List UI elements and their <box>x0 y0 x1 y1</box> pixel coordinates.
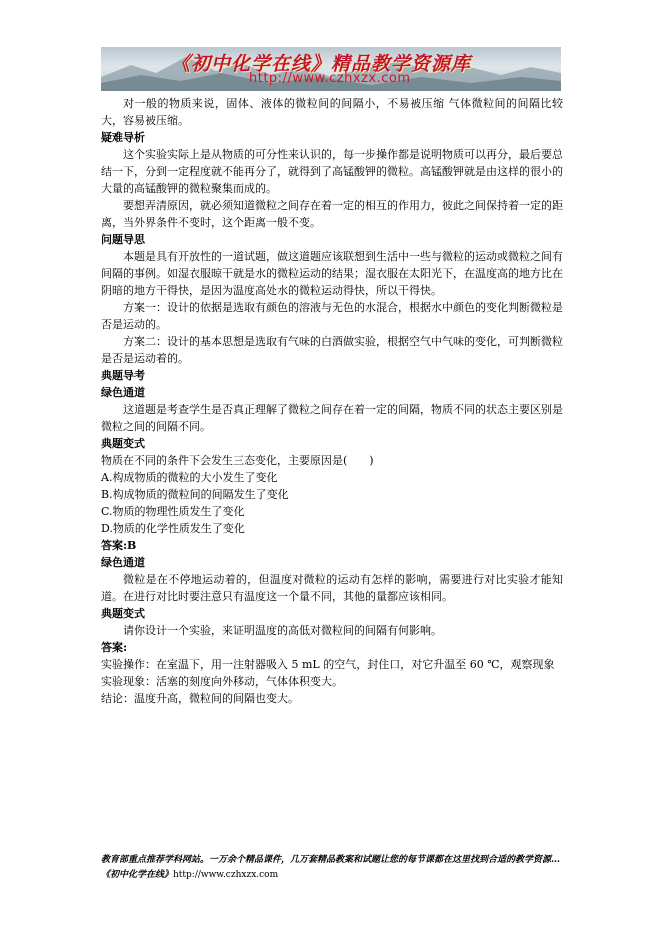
banner-url-link[interactable]: http://www.czhxzx.com <box>249 71 411 86</box>
paragraph: D.物质的化学性质发生了变化 <box>101 522 245 535</box>
paragraph: 方案二：设计的基本思想是选取有气味的白酒做实验，根据空气中气味的变化，可判断微粒是否是运动着的。 <box>101 335 563 365</box>
paragraph: A.构成物质的微粒的大小发生了变化 <box>101 471 278 484</box>
paragraph: 结论：温度升高，微粒间的间隔也变大。 <box>101 692 299 705</box>
footer-text: 教育部重点推荐学科网站。一万余个精品课件，几万套精品教案和试题让您的每节课都在这里找到合适的教学资源…《初中化学在线》 <box>101 855 561 880</box>
section-heading: 绿色通道 <box>101 556 145 569</box>
section-heading: 答案: <box>101 641 128 654</box>
paragraph: 要想弄清原因，就必须知道微粒之间存在着一定的相互的作用力，彼此之间保持着一定的距离，当外界条件不变时，这个距离一般不变。 <box>101 199 563 229</box>
paragraph: B.构成物质的微粒间的间隔发生了变化 <box>101 488 289 501</box>
paragraph: 实验操作：在室温下，用一注射器吸入 5 mL 的空气，封住口，对它升温至 60 ℃，观察现象 <box>101 658 555 671</box>
paragraph: 这个实验实际上是从物质的可分性来认识的，每一步操作都是说明物质可以再分，最后要总结一下，分到一定程度就不能再分了，就得到了高锰酸钾的微粒。高锰酸钾就是由这样的很小的大量的高锰酸钾的微粒聚集而成的。 <box>101 148 563 195</box>
section-heading: 典题导考 <box>101 369 145 382</box>
header-banner <box>101 47 561 91</box>
paragraph: C.物质的物理性质发生了变化 <box>101 505 245 518</box>
paragraph: 对一般的物质来说，固体、液体的微粒间的间隔小，不易被压缩 气体微粒间的间隔比较大，容易被压缩。 <box>101 97 563 127</box>
section-heading: 典题变式 <box>101 607 145 620</box>
section-heading: 典题变式 <box>101 437 145 450</box>
paragraph: 方案一：设计的依据是选取有颜色的溶液与无色的水混合，根据水中颜色的变化判断微粒是否是运动的。 <box>101 301 563 331</box>
section-heading: 答案:B <box>101 539 137 552</box>
paragraph: 请你设计一个实验，来证明温度的高低对微粒间的间隔有何影响。 <box>123 624 442 637</box>
paragraph: 本题是具有开放性的一道试题，做这道题应该联想到生活中一些与微粒的运动或微粒之间有间隔的事例。如湿衣服晾干就是水的微粒运动的结果；湿衣服在太阳光下，在温度高的地方比在阴暗的地方干得快，是因为温度高处水的微粒运动得快，所以干得快。 <box>101 250 563 297</box>
section-heading: 问题导思 <box>101 233 145 246</box>
document-body <box>101 95 563 707</box>
banner-title: 《初中化学在线》精品教学资源库 <box>171 53 472 75</box>
section-heading: 疑难导析 <box>101 131 145 144</box>
paragraph: 实验现象：活塞的刻度向外移动，气体体积变大。 <box>101 675 343 688</box>
footer-note <box>101 853 563 883</box>
section-heading: 绿色通道 <box>101 386 145 399</box>
paragraph: 微粒是在不停地运动着的，但温度对微粒的运动有怎样的影响，需要进行对比实验才能知道。在进行对比时要注意只有温度这一个量不同，其他的量都应该相同。 <box>101 573 563 603</box>
paragraph: 这道题是考查学生是否真正理解了微粒之间存在着一定的间隔，物质不同的状态主要区别是微粒之间的间隔不同。 <box>101 403 563 433</box>
paragraph: 物质在不同的条件下会发生三态变化，主要原因是( ) <box>101 454 374 467</box>
footer-url-link[interactable]: http://www.czhxzx.com <box>173 870 279 880</box>
